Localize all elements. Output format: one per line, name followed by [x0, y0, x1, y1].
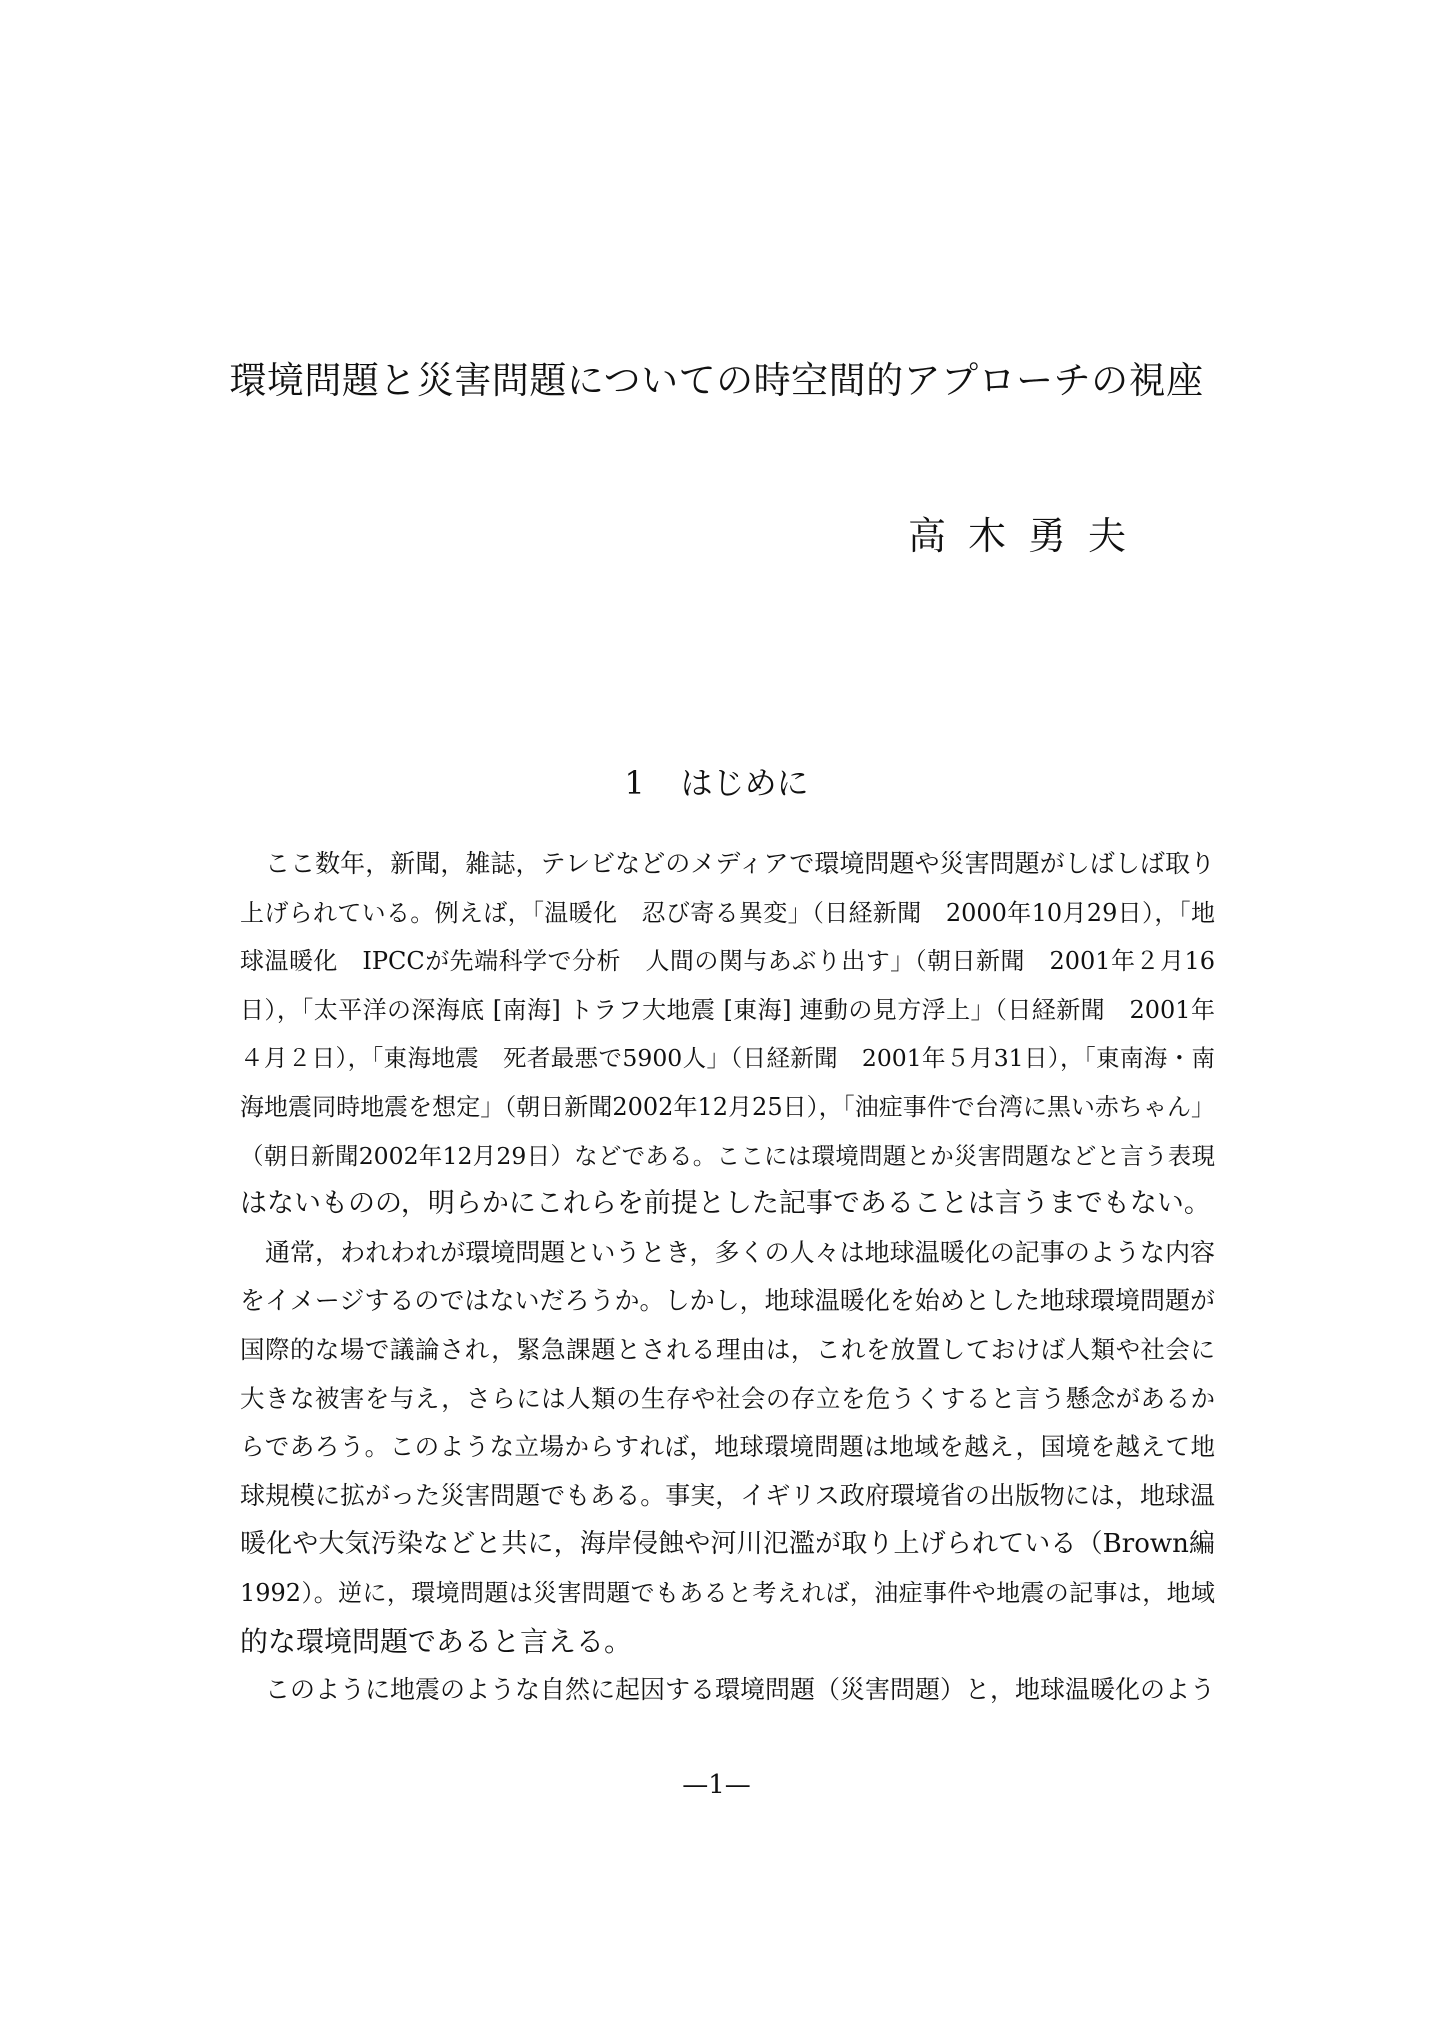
section-title: はじめに — [680, 764, 809, 802]
author-name: 高木勇夫 — [908, 514, 1149, 558]
text-line: 1992）。逆に，環境問題は災害問題でもあると考えれば，油症事件や地震の記事は，地域 — [240, 1578, 1215, 1607]
text-line: 海地震同時地震を想定」（朝日新聞2002年12月25日），「油症事件で台湾に黒い赤ちゃん」 — [240, 1092, 1215, 1121]
paper-title: 環境問題と災害問題についての時空間的アプローチの視座 — [229, 359, 1204, 402]
section-heading — [0, 758, 1433, 804]
page-number: —1— — [682, 1770, 751, 1800]
text-line: 的な環境問題であると言える。 — [240, 1624, 633, 1658]
text-line: らであろう。このような立場からすれば，地球環境問題は地域を越え，国境を越えて地 — [240, 1432, 1215, 1462]
text-line: はないものの，明らかにこれらを前提とした記事であることは言うまでもない。 — [240, 1188, 1211, 1220]
text-line: 暖化や大気汚染などと共に，海岸侵蝕や河川氾濫が取り上げられている（Brown編 — [240, 1529, 1215, 1560]
body-text — [240, 840, 1215, 1715]
text-line: ここ数年，新聞，雑誌，テレビなどのメディアで環境問題や災害問題がしばしば取り — [240, 849, 1215, 878]
text-line: 球規模に拡がった災害問題でもある。事実，イギリス政府環境省の出版物には，地球温 — [240, 1480, 1215, 1510]
section-number: 1 — [624, 764, 645, 802]
text-line: 大きな被害を与え，さらには人類の生存や社会の存立を危うくすると言う懸念があるか — [240, 1383, 1215, 1413]
text-line: 国際的な場で議論され，緊急課題とされる理由は，これを放置しておけば人類や社会に — [240, 1334, 1215, 1364]
text-line: このように地震のような自然に起因する環境問題（災害問題）と，地球温暖化のよう — [240, 1675, 1215, 1705]
text-line: 通常，われわれが環境問題というとき，多くの人々は地球温暖化の記事のような内容 — [240, 1237, 1215, 1267]
text-line: 日），「太平洋の深海底 [南海] トラフ大地震 [東海] 連動の見方浮上」（日経新聞 2001年 — [240, 995, 1215, 1024]
text-line: ４月２日），「東海地震 死者最悪で5900人」（日経新聞 2001年５月31日），「東南海・南 — [240, 1044, 1215, 1073]
text-line: 上げられている。例えば，「温暖化 忍び寄る異変」（日経新聞 2000年10月29日），「地 — [240, 898, 1215, 927]
text-line: をイメージするのではないだろうか。しかし，地球温暖化を始めとした地球環境問題が — [240, 1286, 1215, 1316]
text-line: 球温暖化 IPCCが先端科学で分析 人間の関与あぶり出す」（朝日新聞 2001年２月16 — [240, 947, 1215, 976]
text-line: （朝日新聞2002年12月29日）などである。ここには環境問題とか災害問題などと言う表現 — [240, 1141, 1215, 1170]
